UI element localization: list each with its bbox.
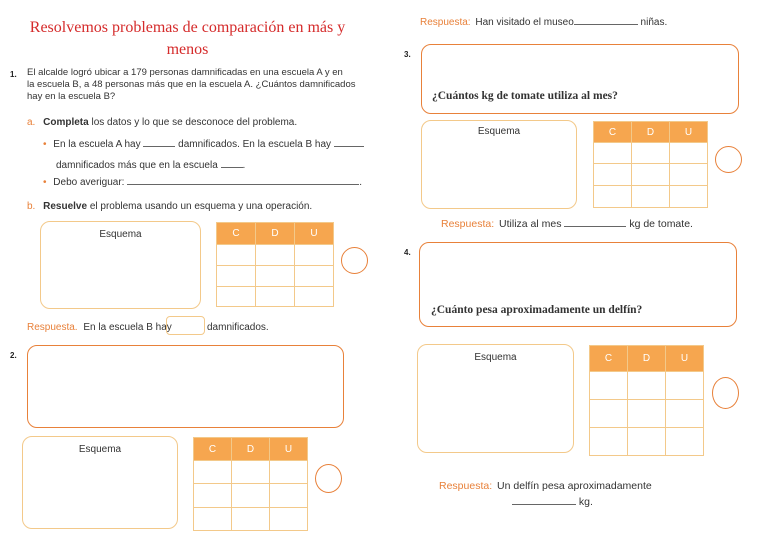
answer-4-label: Respuesta: (439, 480, 493, 492)
table-cell[interactable] (628, 428, 666, 456)
bullet-2-dot: • (43, 177, 47, 188)
problem-3-question: ¿Cuántos kg de tomate utiliza al mes? (432, 90, 618, 102)
table-cell[interactable] (217, 245, 256, 266)
schema-box-2[interactable] (22, 436, 178, 529)
bullet-1-text-1: En la escuela A hay (53, 139, 141, 150)
schema-box-1[interactable] (40, 221, 201, 309)
table-cell[interactable] (295, 245, 334, 266)
bullet-2 (43, 177, 362, 189)
page-title-line-2: menos (166, 41, 209, 58)
part-a-text: los datos y lo que se desconoce del problema. (88, 117, 298, 128)
table-cell[interactable] (670, 186, 708, 208)
schema-label-3: Esquema (477, 126, 521, 137)
blank-girls-count[interactable] (574, 24, 638, 25)
answer-3 (441, 218, 693, 230)
table-cell[interactable] (628, 372, 666, 400)
table-cell[interactable] (270, 461, 308, 484)
header-d: D (628, 346, 666, 372)
schema-box-4[interactable] (417, 344, 574, 453)
schema-label-2: Esquema (78, 444, 122, 455)
table-cell[interactable] (590, 400, 628, 428)
blank-school-letter[interactable] (221, 167, 243, 168)
table-cell[interactable] (295, 266, 334, 287)
answer-1-blank-box[interactable] (166, 316, 205, 335)
table-cell[interactable] (632, 143, 670, 164)
table-cell[interactable] (594, 186, 632, 208)
answer-3-text-2: kg de tomate. (629, 218, 693, 230)
problem-1-statement (27, 67, 372, 103)
header-u: U (666, 346, 704, 372)
table-cell[interactable] (594, 164, 632, 186)
answer-1-text-1: En la escuela B hay (83, 322, 172, 333)
blank-unknown[interactable] (127, 184, 359, 185)
bullet-1-period: . (242, 160, 246, 171)
schema-label-1: Esquema (99, 229, 142, 240)
result-circle-2[interactable] (315, 464, 342, 493)
table-cell[interactable] (670, 143, 708, 164)
bullet-1 (43, 139, 364, 151)
part-a-letter: a. (27, 117, 36, 128)
table-cell[interactable] (666, 428, 704, 456)
table-cell[interactable] (256, 287, 295, 307)
problem-1-number: 1. (10, 70, 17, 79)
answer-1-tail: damnificados. (207, 322, 269, 333)
answer-1-label: Respuesta. (27, 322, 78, 333)
problem-4-number: 4. (404, 248, 411, 257)
table-cell[interactable] (270, 508, 308, 531)
table-cell[interactable] (256, 266, 295, 287)
problem-3-statement-box[interactable] (421, 44, 739, 114)
header-c: C (194, 438, 232, 461)
answer-3-label: Respuesta: (441, 218, 495, 230)
header-c: C (217, 223, 256, 245)
table-cell[interactable] (194, 484, 232, 508)
place-value-table-2 (193, 437, 308, 531)
answer-2-label: Respuesta: (420, 17, 471, 28)
page-title-line-1: Resolvemos problemas de comparación en más y (29, 19, 346, 36)
header-d: D (232, 438, 270, 461)
problem-4-question: ¿Cuánto pesa aproximadamente un delfín? (431, 304, 643, 316)
bullet-1-line-2 (56, 160, 245, 172)
bullet-1-text-2: damnificados. En la escuela B hay (178, 139, 332, 150)
part-a-heading (27, 117, 297, 129)
answer-4-line-2 (512, 496, 593, 508)
answer-2-text-2: niñas. (640, 17, 668, 28)
answer-3-text-1: Utiliza al mes (499, 218, 562, 230)
table-cell[interactable] (232, 461, 270, 484)
answer-2-text-1: Han visitado el museo (475, 17, 574, 28)
header-u: U (670, 122, 708, 143)
answer-2 (420, 17, 667, 29)
problem-2-statement-box[interactable] (27, 345, 344, 428)
answer-4-text-2: kg. (578, 496, 593, 508)
table-cell[interactable] (232, 508, 270, 531)
problem-4-statement-box[interactable] (419, 242, 737, 327)
table-cell[interactable] (194, 461, 232, 484)
page-title (10, 17, 365, 61)
table-cell[interactable] (632, 164, 670, 186)
header-c: C (590, 346, 628, 372)
result-circle-3[interactable] (715, 146, 742, 173)
table-cell[interactable] (670, 164, 708, 186)
part-b-letter: b. (27, 201, 36, 212)
problem-3-number: 3. (404, 50, 411, 59)
header-d: D (632, 122, 670, 143)
table-cell[interactable] (295, 287, 334, 307)
bullet-2-period: . (359, 177, 363, 188)
place-value-table-1 (216, 222, 334, 307)
table-cell[interactable] (194, 508, 232, 531)
problem-1-line-2: la escuela B, a 48 personas más que en la escuela A. ¿Cuántos damnificados (27, 79, 356, 90)
result-circle-1[interactable] (341, 247, 368, 274)
table-cell[interactable] (256, 245, 295, 266)
part-b-text: el problema usando un esquema y una operación. (87, 201, 313, 212)
answer-4-text-1: Un delfín pesa aproximadamente (497, 480, 652, 492)
blank-dolphin-kg[interactable] (512, 504, 576, 505)
header-u: U (295, 223, 334, 245)
table-cell[interactable] (232, 484, 270, 508)
part-b-heading (27, 201, 312, 213)
bullet-2-text: Debo averiguar: (53, 177, 125, 188)
header-c: C (594, 122, 632, 143)
problem-1-line-3: hay en la escuela B? (27, 91, 116, 102)
result-circle-4[interactable] (712, 377, 739, 409)
bullet-1-dot: • (43, 139, 47, 150)
place-value-table-3 (593, 121, 708, 208)
table-cell[interactable] (590, 428, 628, 456)
part-b-bold: Resuelve (43, 201, 88, 212)
part-a-bold: Completa (43, 117, 89, 128)
blank-school-b-count[interactable] (334, 146, 364, 147)
table-cell[interactable] (590, 372, 628, 400)
blank-school-a-count[interactable] (143, 146, 175, 147)
table-cell[interactable] (632, 186, 670, 208)
bullet-1-line-2-text: damnificados más que en la escuela (56, 160, 218, 171)
schema-label-4: Esquema (474, 352, 517, 363)
table-cell[interactable] (217, 266, 256, 287)
table-cell[interactable] (628, 400, 666, 428)
header-u: U (270, 438, 308, 461)
header-d: D (256, 223, 295, 245)
table-cell[interactable] (666, 400, 704, 428)
blank-tomato-kg[interactable] (564, 226, 626, 227)
table-cell[interactable] (217, 287, 256, 307)
problem-2-number: 2. (10, 351, 17, 360)
problem-1-line-1: El alcalde logró ubicar a 179 personas damnificadas en una escuela A y en (27, 67, 343, 78)
place-value-table-4 (589, 345, 704, 456)
answer-1 (27, 322, 172, 334)
answer-4 (439, 480, 652, 492)
schema-box-3[interactable] (421, 120, 577, 209)
table-cell[interactable] (270, 484, 308, 508)
table-cell[interactable] (666, 372, 704, 400)
table-cell[interactable] (594, 143, 632, 164)
